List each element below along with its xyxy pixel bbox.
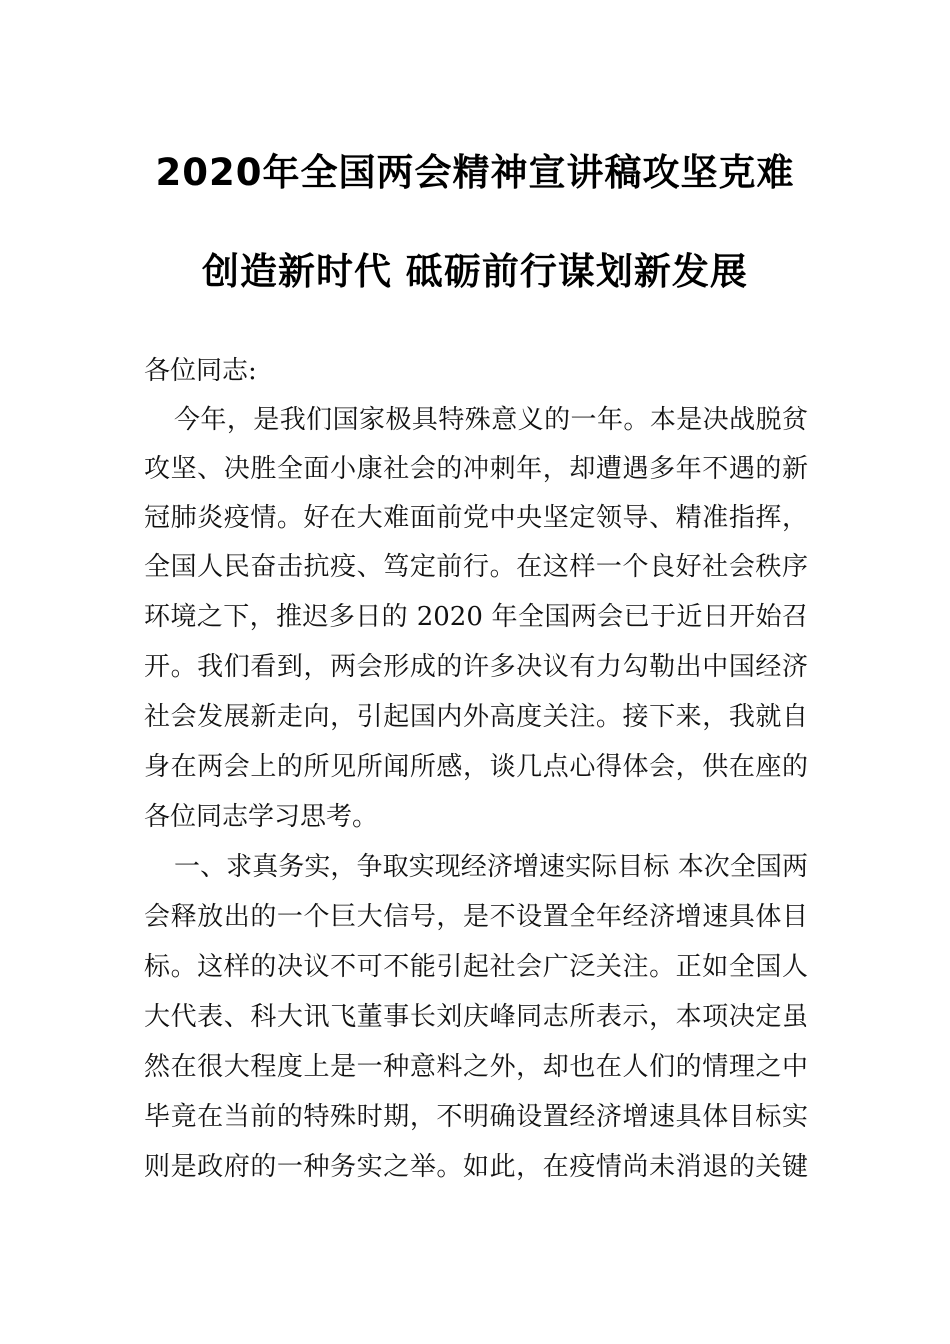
paragraph-line: 然在很大程度上是一种意料之外，却也在人们的情理之中 <box>144 1052 808 1082</box>
paragraph-line: 标。这样的决议不可不能引起社会广泛关注。正如全国人 <box>144 952 808 982</box>
paragraph-line: 环境之下，推迟多日的 2020 年全国两会已于近日开始召 <box>144 602 808 632</box>
paragraph-line: 冠肺炎疫情。好在大难面前党中央坚定领导、精准指挥， <box>144 503 808 533</box>
section-heading-line: 一、求真务实，争取实现经济增速实际目标 本次全国两 <box>174 852 808 882</box>
paragraph-line: 今年，是我们国家极具特殊意义的一年。本是决战脱贫 <box>174 405 808 435</box>
paragraph-line: 开。我们看到，两会形成的许多决议有力勾勒出中国经济 <box>144 652 808 682</box>
document-title-line-1: 2020年全国两会精神宣讲稿攻坚克难 <box>155 151 795 194</box>
paragraph-line: 则是政府的一种务实之举。如此，在疫情尚未消退的关键 <box>144 1152 808 1182</box>
paragraph-line: 攻坚、决胜全面小康社会的冲刺年，却遭遇多年不遇的新 <box>144 454 808 484</box>
salutation: 各位同志: <box>144 356 257 386</box>
paragraph-line: 社会发展新走向，引起国内外高度关注。接下来，我就自 <box>144 702 808 732</box>
paragraph-line: 全国人民奋击抗疫、笃定前行。在这样一个良好社会秩序 <box>144 552 808 582</box>
paragraph-line: 各位同志学习思考。 <box>144 802 379 832</box>
paragraph-line: 大代表、科大讯飞董事长刘庆峰同志所表示，本项决定虽 <box>144 1002 808 1032</box>
paragraph-line: 毕竟在当前的特殊时期，不明确设置经济增速具体目标实 <box>144 1102 808 1132</box>
paragraph-line: 会释放出的一个巨大信号，是不设置全年经济增速具体目 <box>144 902 808 932</box>
document-title-line-2: 创造新时代 砥砺前行谋划新发展 <box>202 250 748 293</box>
paragraph-line: 身在两会上的所见所闻所感，谈几点心得体会，供在座的 <box>144 752 808 782</box>
